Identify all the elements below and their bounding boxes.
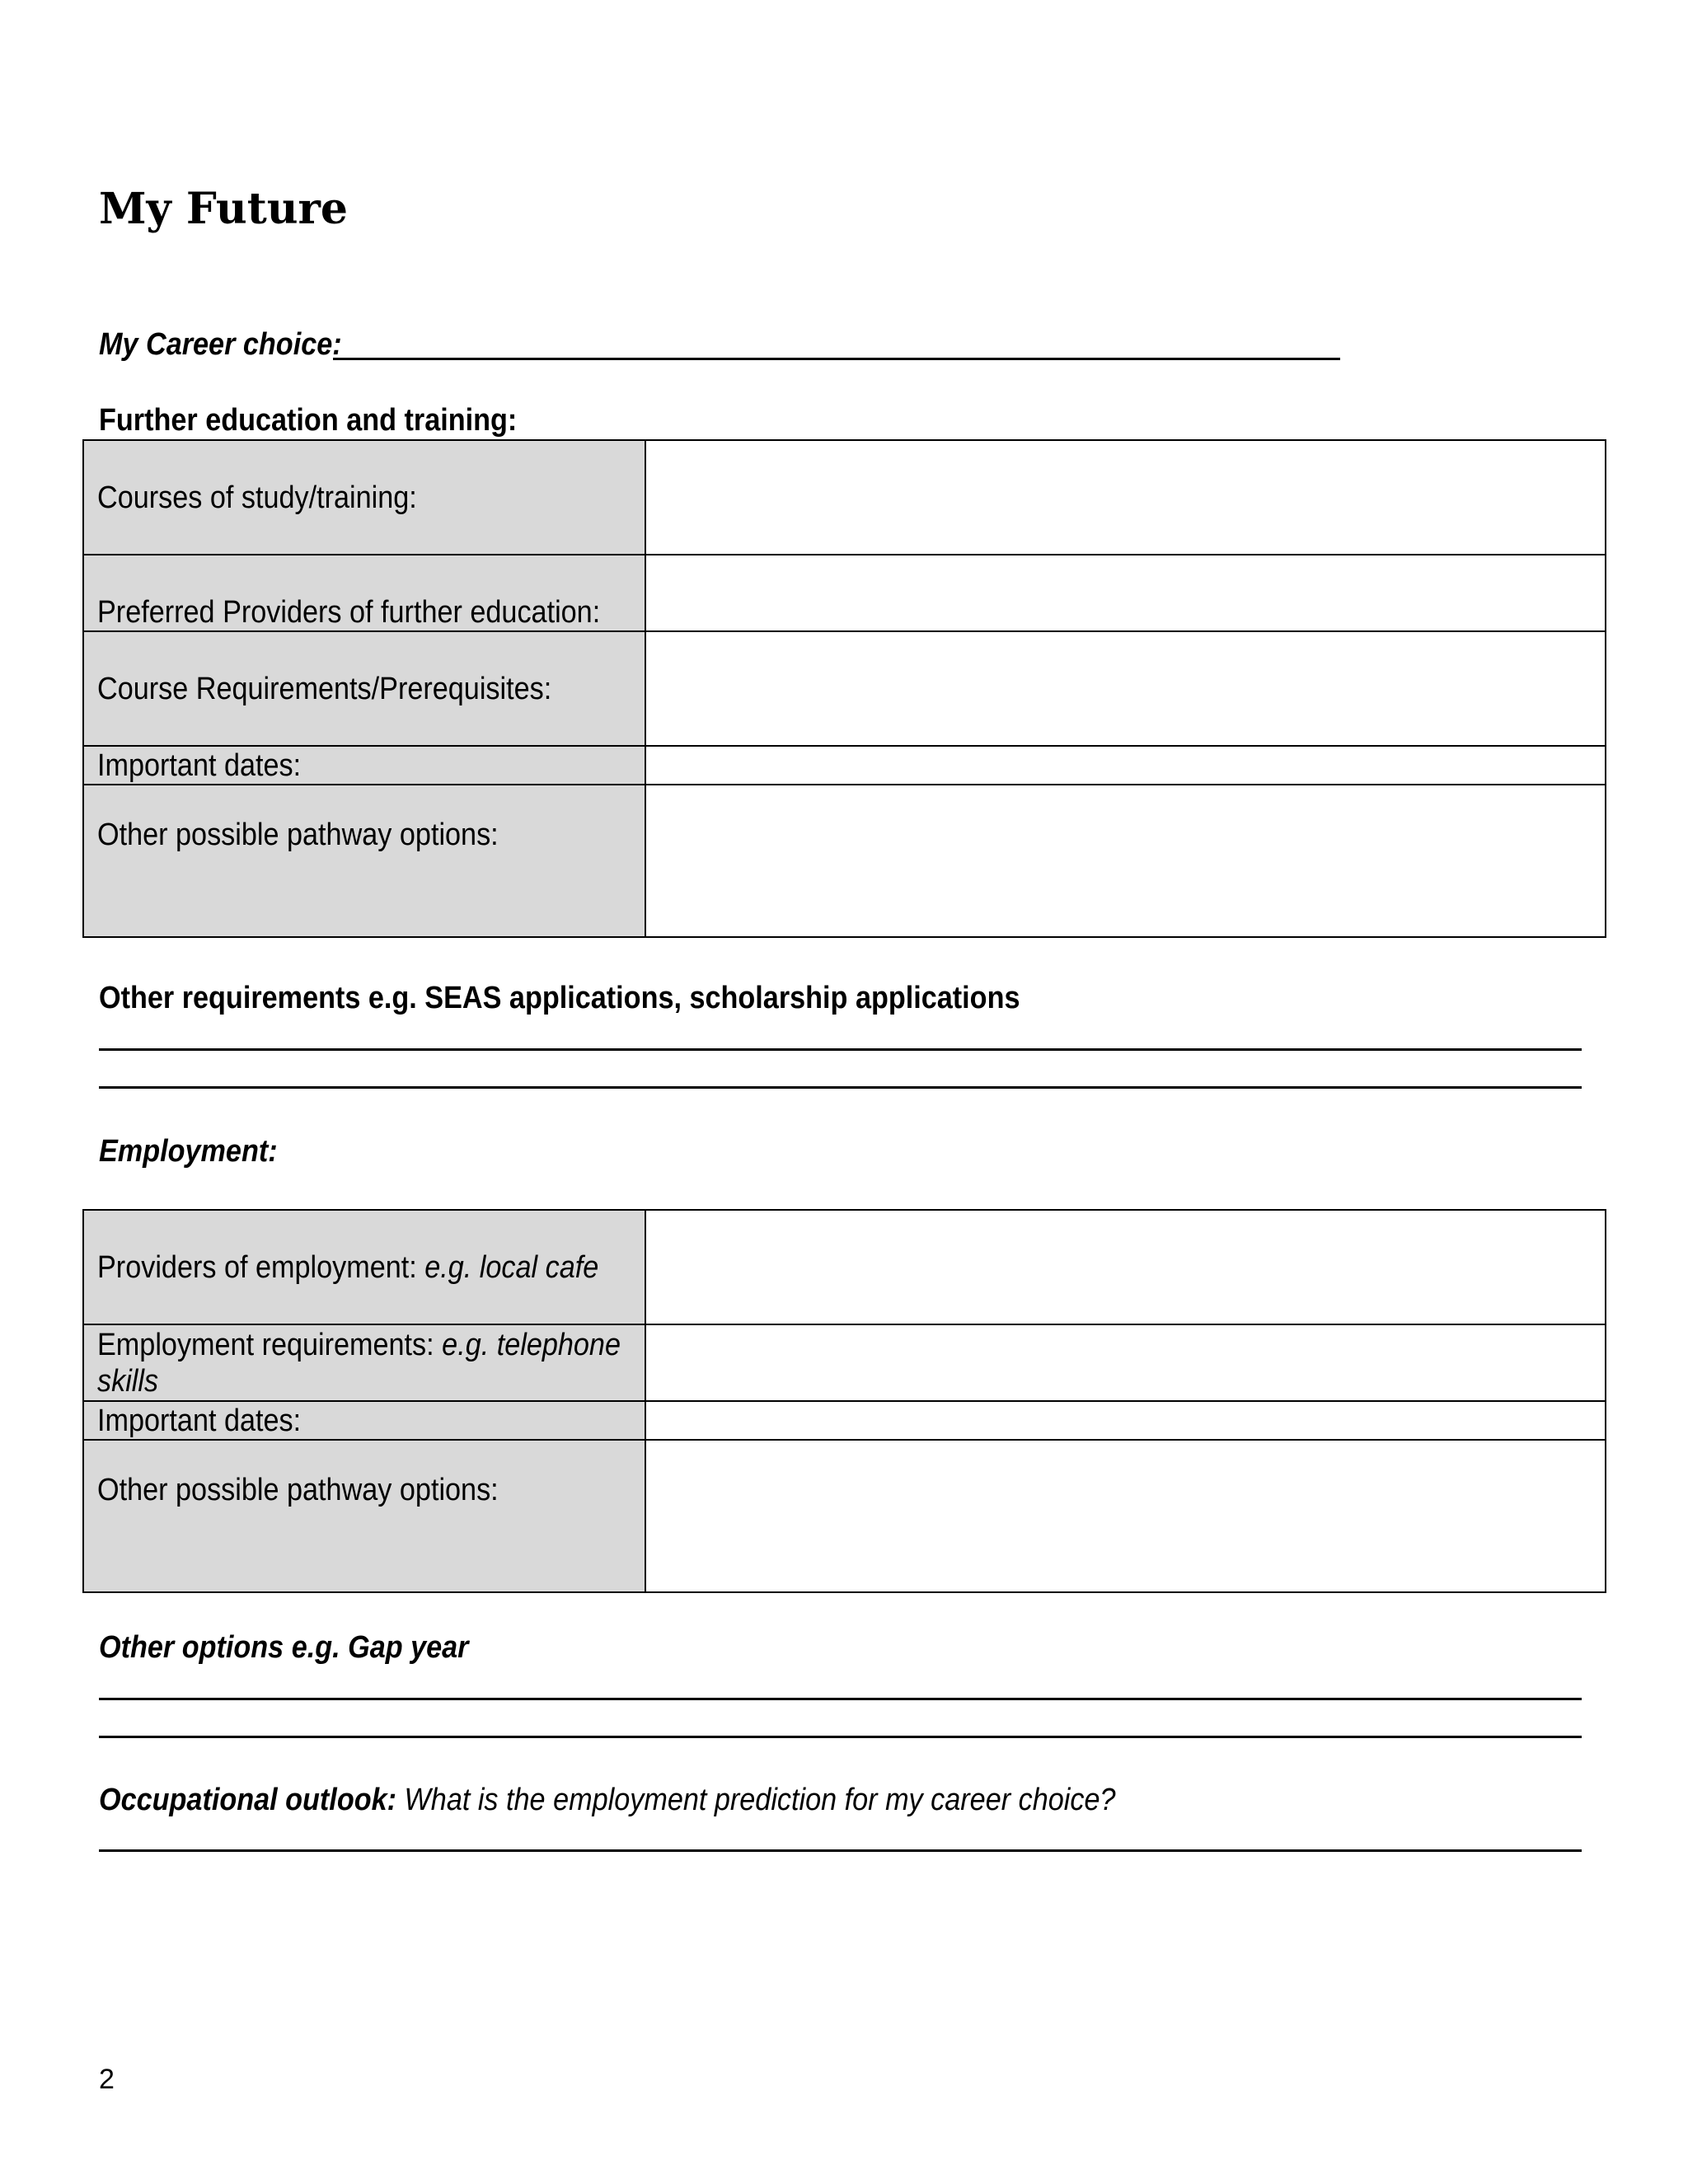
employment-dates-label: Important dates:: [97, 1403, 302, 1438]
providers-label: Preferred Providers of further education:: [97, 595, 601, 630]
pathway-value-cell[interactable]: [645, 785, 1606, 937]
further-education-heading: Further education and training:: [99, 403, 518, 438]
further-education-table: [82, 439, 1606, 938]
occupational-outlook-label: Occupational outlook:: [99, 1783, 397, 1817]
other-options-line-2[interactable]: [99, 1736, 1582, 1738]
employment-providers-label: Providers of employment:: [97, 1249, 425, 1285]
employment-requirements-value-cell[interactable]: [645, 1324, 1606, 1401]
table-row: [83, 1324, 1606, 1401]
table-row: [83, 1440, 1606, 1592]
courses-value-cell[interactable]: [645, 440, 1606, 555]
employment-pathway-label-cell: [83, 1440, 645, 1592]
employment-requirements-label: Employment requirements:: [97, 1327, 443, 1362]
providers-value-cell[interactable]: [645, 555, 1606, 631]
table-row: [83, 1401, 1606, 1440]
employment-requirements-example: e.g. telephone skills: [97, 1327, 621, 1399]
table-row: [83, 631, 1606, 746]
occupational-outlook-question: What is the employment prediction for my career choice?: [396, 1783, 1116, 1817]
employment-pathway-label: Other possible pathway options:: [97, 1473, 499, 1507]
pathway-label-cell: [83, 785, 645, 937]
occupational-outlook-line[interactable]: [99, 1849, 1582, 1852]
career-choice-line[interactable]: [333, 358, 1340, 360]
employment-providers-label-cell: [83, 1210, 645, 1324]
requirements-value-cell[interactable]: [645, 631, 1606, 746]
providers-label-cell: [83, 555, 645, 631]
page-title: My Future: [99, 184, 348, 234]
other-options-line-1[interactable]: [99, 1698, 1582, 1700]
employment-heading: Employment:: [99, 1134, 278, 1169]
pathway-label: Other possible pathway options:: [97, 818, 499, 852]
requirements-label: Course Requirements/Prerequisites:: [97, 671, 552, 706]
table-row: [83, 1210, 1606, 1324]
dates-label-cell: [83, 746, 645, 785]
requirements-label-cell: [83, 631, 645, 746]
employment-providers-value-cell[interactable]: [645, 1210, 1606, 1324]
table-row: [83, 785, 1606, 937]
other-requirements-line-2[interactable]: [99, 1086, 1582, 1089]
table-row: [83, 440, 1606, 555]
employment-pathway-value-cell[interactable]: [645, 1440, 1606, 1592]
table-row: [83, 746, 1606, 785]
dates-label: Important dates:: [97, 748, 302, 783]
career-choice-label: My Career choice:: [99, 327, 342, 362]
page-number: 2: [99, 2064, 115, 2095]
employment-providers-example: e.g. local cafe: [424, 1249, 599, 1285]
dates-value-cell[interactable]: [645, 746, 1606, 785]
employment-dates-value-cell[interactable]: [645, 1401, 1606, 1440]
table-row: [83, 555, 1606, 631]
occupational-outlook-row: [99, 1780, 1115, 1820]
courses-label: Courses of study/training:: [97, 480, 417, 515]
courses-label-cell: [83, 440, 645, 555]
other-options-heading: Other options e.g. Gap year: [99, 1630, 469, 1665]
employment-table: [82, 1209, 1606, 1593]
employment-dates-label-cell: [83, 1401, 645, 1440]
other-requirements-heading: Other requirements e.g. SEAS applications, scholarship applications: [99, 981, 1020, 1015]
employment-requirements-label-cell: [83, 1324, 645, 1401]
other-requirements-line-1[interactable]: [99, 1048, 1582, 1051]
